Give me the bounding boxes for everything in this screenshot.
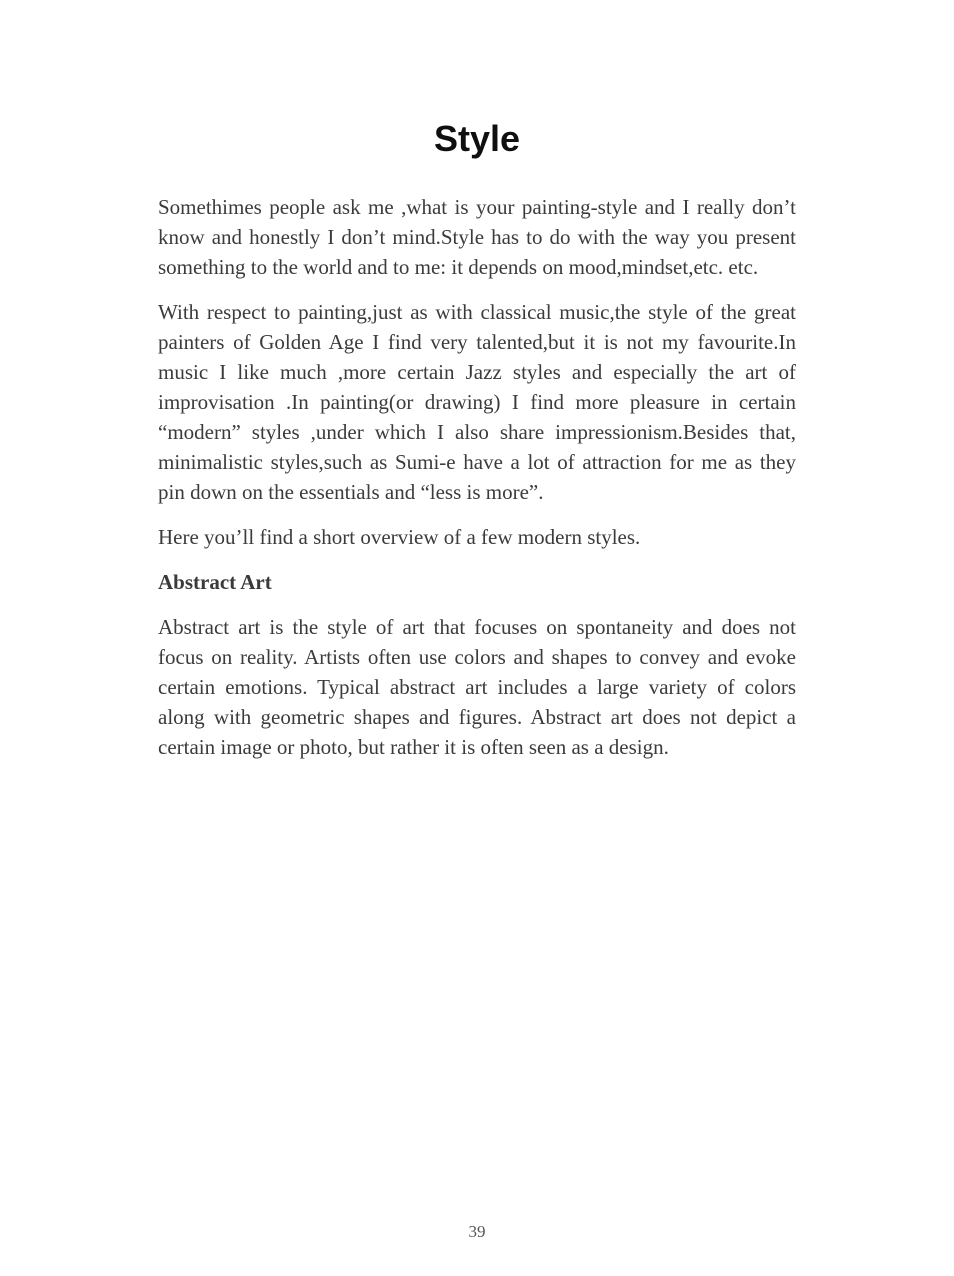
page-title: Style [433,118,521,159]
section-paragraph-abstract-art: Abstract art is the style of art that focuses on spontaneity and does not focus on reality. Artists often use colors and shapes to convey and evoke certain emotions. Typical abstract art includes a large variety of colors along with geometric shapes and figures. Abstract art does not depict a certain image or photo, but rather it is often seen as a design. [158,615,796,759]
section-heading-abstract-art: Abstract Art [158,570,272,594]
intro-paragraph-2: With respect to painting,just as with classical music,the style of the great painters of Golden Age I find very talented,but it is not my favourite.In music I like much ,more certain Jazz styles and especially the art of improvisation .In painting(or drawing) I find more pleasure in certain “modern” styles ,under which I also share impressionism.Besides that, minimalistic styles,such as Sumi-e have a lot of attraction for me as they pin down on the essentials and “less is more”. [158,300,796,504]
page-number: 39 [468,1222,486,1241]
intro-paragraph-3: Here you’ll find a short overview of a few modern styles. [158,525,641,549]
document-body [158,192,796,762]
intro-paragraph-1: Somethimes people ask me ,what is your painting-style and I really don’t know and honestly I don’t mind.Style has to do with the way you present something to the world and to me: it depends on mood,mindset,etc. etc. [158,195,796,279]
